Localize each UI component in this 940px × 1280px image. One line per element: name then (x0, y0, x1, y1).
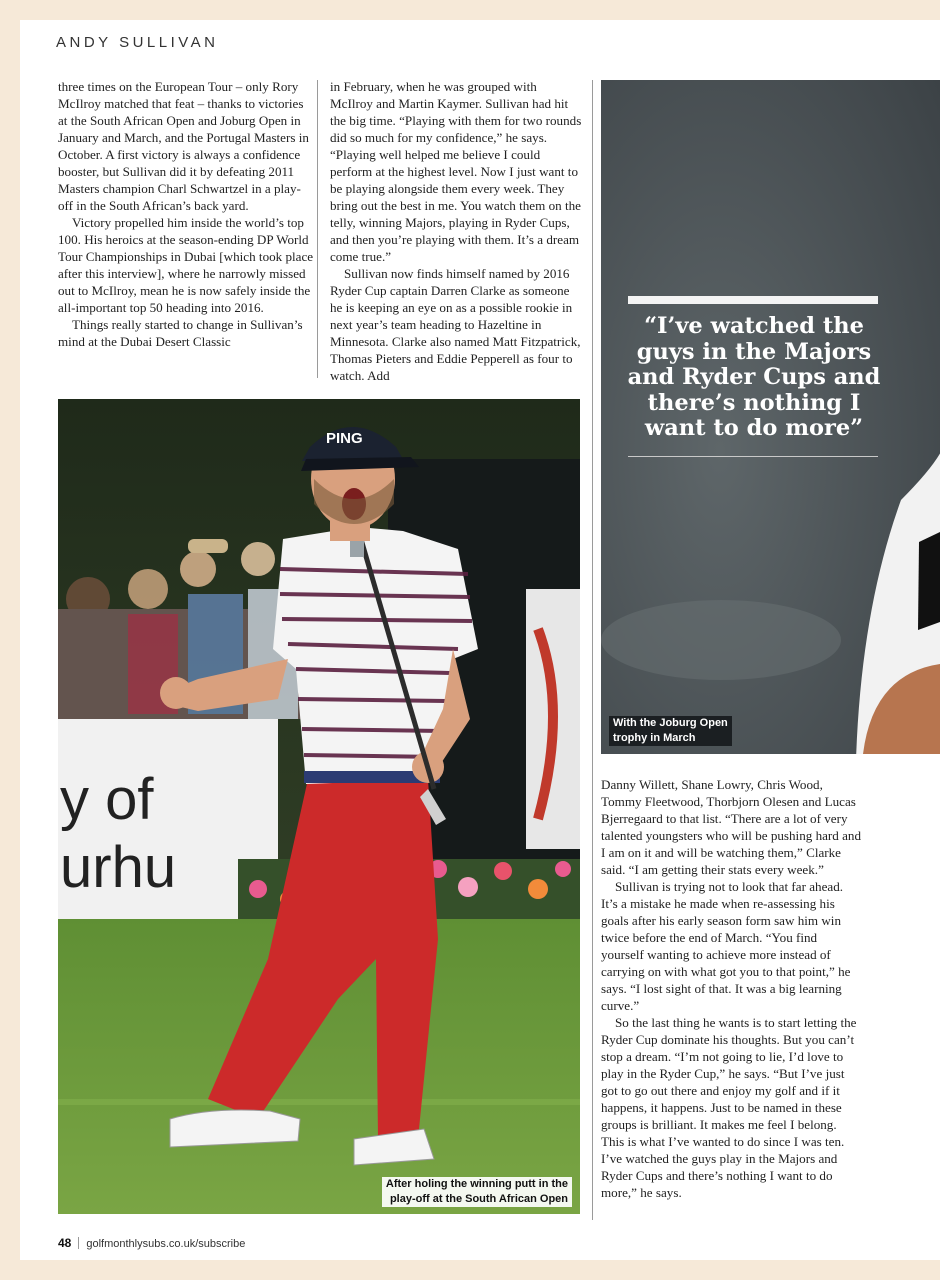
paragraph: three times on the European Tour – only Rory McIlroy matched that feat – thanks to victories at the South African Open and Joburg Open in January and March, and the Portugal Masters in October. A first victory is always a confidence booster, but Sullivan did it by defeating 2011 Masters champion Charl Schwartzel in a play-off in the South African’s back yard. (58, 79, 309, 213)
golfer-illustration (58, 399, 580, 1214)
column-divider (317, 80, 318, 378)
footer-divider (78, 1237, 79, 1249)
running-head: ANDY SULLIVAN (56, 34, 219, 51)
text-column-1 (58, 78, 314, 350)
text-column-3 (601, 776, 861, 1201)
sign-text-line: y of (60, 767, 154, 832)
sign-text-line: urhu (60, 835, 177, 900)
paragraph: So the last thing he wants is to start letting the Ryder Cup dominate his thoughts. But you can’t stop a dream. “I’m not going to lie, I’d love to play in the Ryder Cup,” he says. “But I’ve just got to go out there and enjoy my golf and if it happens, it happens. Just to be named in these groups is brilliant. It makes me feel I belong. This is what I’ve wanted to do since I was ten. I’ve watched the guys play in the Majors and Ryder Cups and there’s nothing I want to do more,” he says. (601, 1015, 857, 1200)
pull-quote-line: guys in the Majors (636, 338, 872, 365)
caption-line: After holing the winning putt in the (385, 1178, 568, 1190)
pull-quote (623, 314, 885, 442)
photo-caption (382, 1177, 572, 1207)
pull-quote-bar (628, 296, 878, 304)
paragraph: in February, when he was grouped with McIlroy and Martin Kaymer. Sullivan had hit the big time. “Playing with them for two rounds did so much for my confidence,” he says. “Playing well helped me believe I could perform at the highest level. Now I just want to be playing alongside them every week. They bring out the best in me. You watch them on the telly, winning Majors, playing in Ryder Cups, and then you’re playing with them. It’s a dream come true.” (330, 79, 582, 264)
column-divider (592, 80, 593, 1220)
page-footer (58, 1236, 245, 1250)
pull-quote-line: “I’ve watched the (644, 313, 864, 339)
pull-quote-line: there’s nothing I (647, 389, 861, 416)
caption-line: With the Joburg Open (613, 717, 728, 729)
pull-quote-rule (628, 456, 878, 457)
caption-line: trophy in March (613, 732, 696, 744)
pull-quote-line: want to do more” (644, 415, 864, 441)
paragraph: Sullivan now finds himself named by 2016 Ryder Cup captain Darren Clarke as someone he is keeping an eye on as a possible rookie in next year’s team heading to Hazeltine in Minnesota. Clarke also named Matt Fitzpatrick, Thomas Pieters and Eddie Pepperell as four to watch. Add (330, 266, 581, 383)
golfer-celebration-photo (58, 399, 580, 1214)
pull-quote-line: and Ryder Cups and (627, 364, 881, 390)
magazine-page (20, 20, 940, 1260)
subscribe-link[interactable]: golfmonthlysubs.co.uk/subscribe (86, 1238, 246, 1250)
paragraph: Danny Willett, Shane Lowry, Chris Wood, Tommy Fleetwood, Thorbjorn Olesen and Lucas Bjerregaard to that list. “There are a lot of very talented youngsters who will be pushing hard and I am on it and will be watching them,” Clarke said. “I am getting their stats every week.” (601, 777, 862, 877)
paragraph: Sullivan is trying not to look that far ahead. It’s a mistake he made when re-assessing his goals after his early season form saw him win twice before the end of March. “You find yourself wanting to achieve more instead of carrying on with what got you to that point,” he says. “I lost sight of that. It was a big learning curve.” (601, 879, 851, 1013)
caption-line: play-off at the South African Open (389, 1193, 568, 1205)
cap-logo-text: PING (326, 430, 363, 447)
paragraph: Things really started to change in Sullivan’s mind at the Dubai Desert Classic (58, 317, 303, 349)
text-column-2 (330, 78, 582, 384)
trophy-photo (601, 80, 940, 754)
page-number: 48 (58, 1236, 72, 1250)
paragraph: Victory propelled him inside the world’s top 100. His heroics at the season-ending DP World Tour Championships in Dubai [which took place after this interview], where he narrowly missed out to McIlroy, mean he is now safely inside the all-important top 50 heading into 2016. (58, 215, 314, 315)
photo-caption (609, 716, 732, 746)
